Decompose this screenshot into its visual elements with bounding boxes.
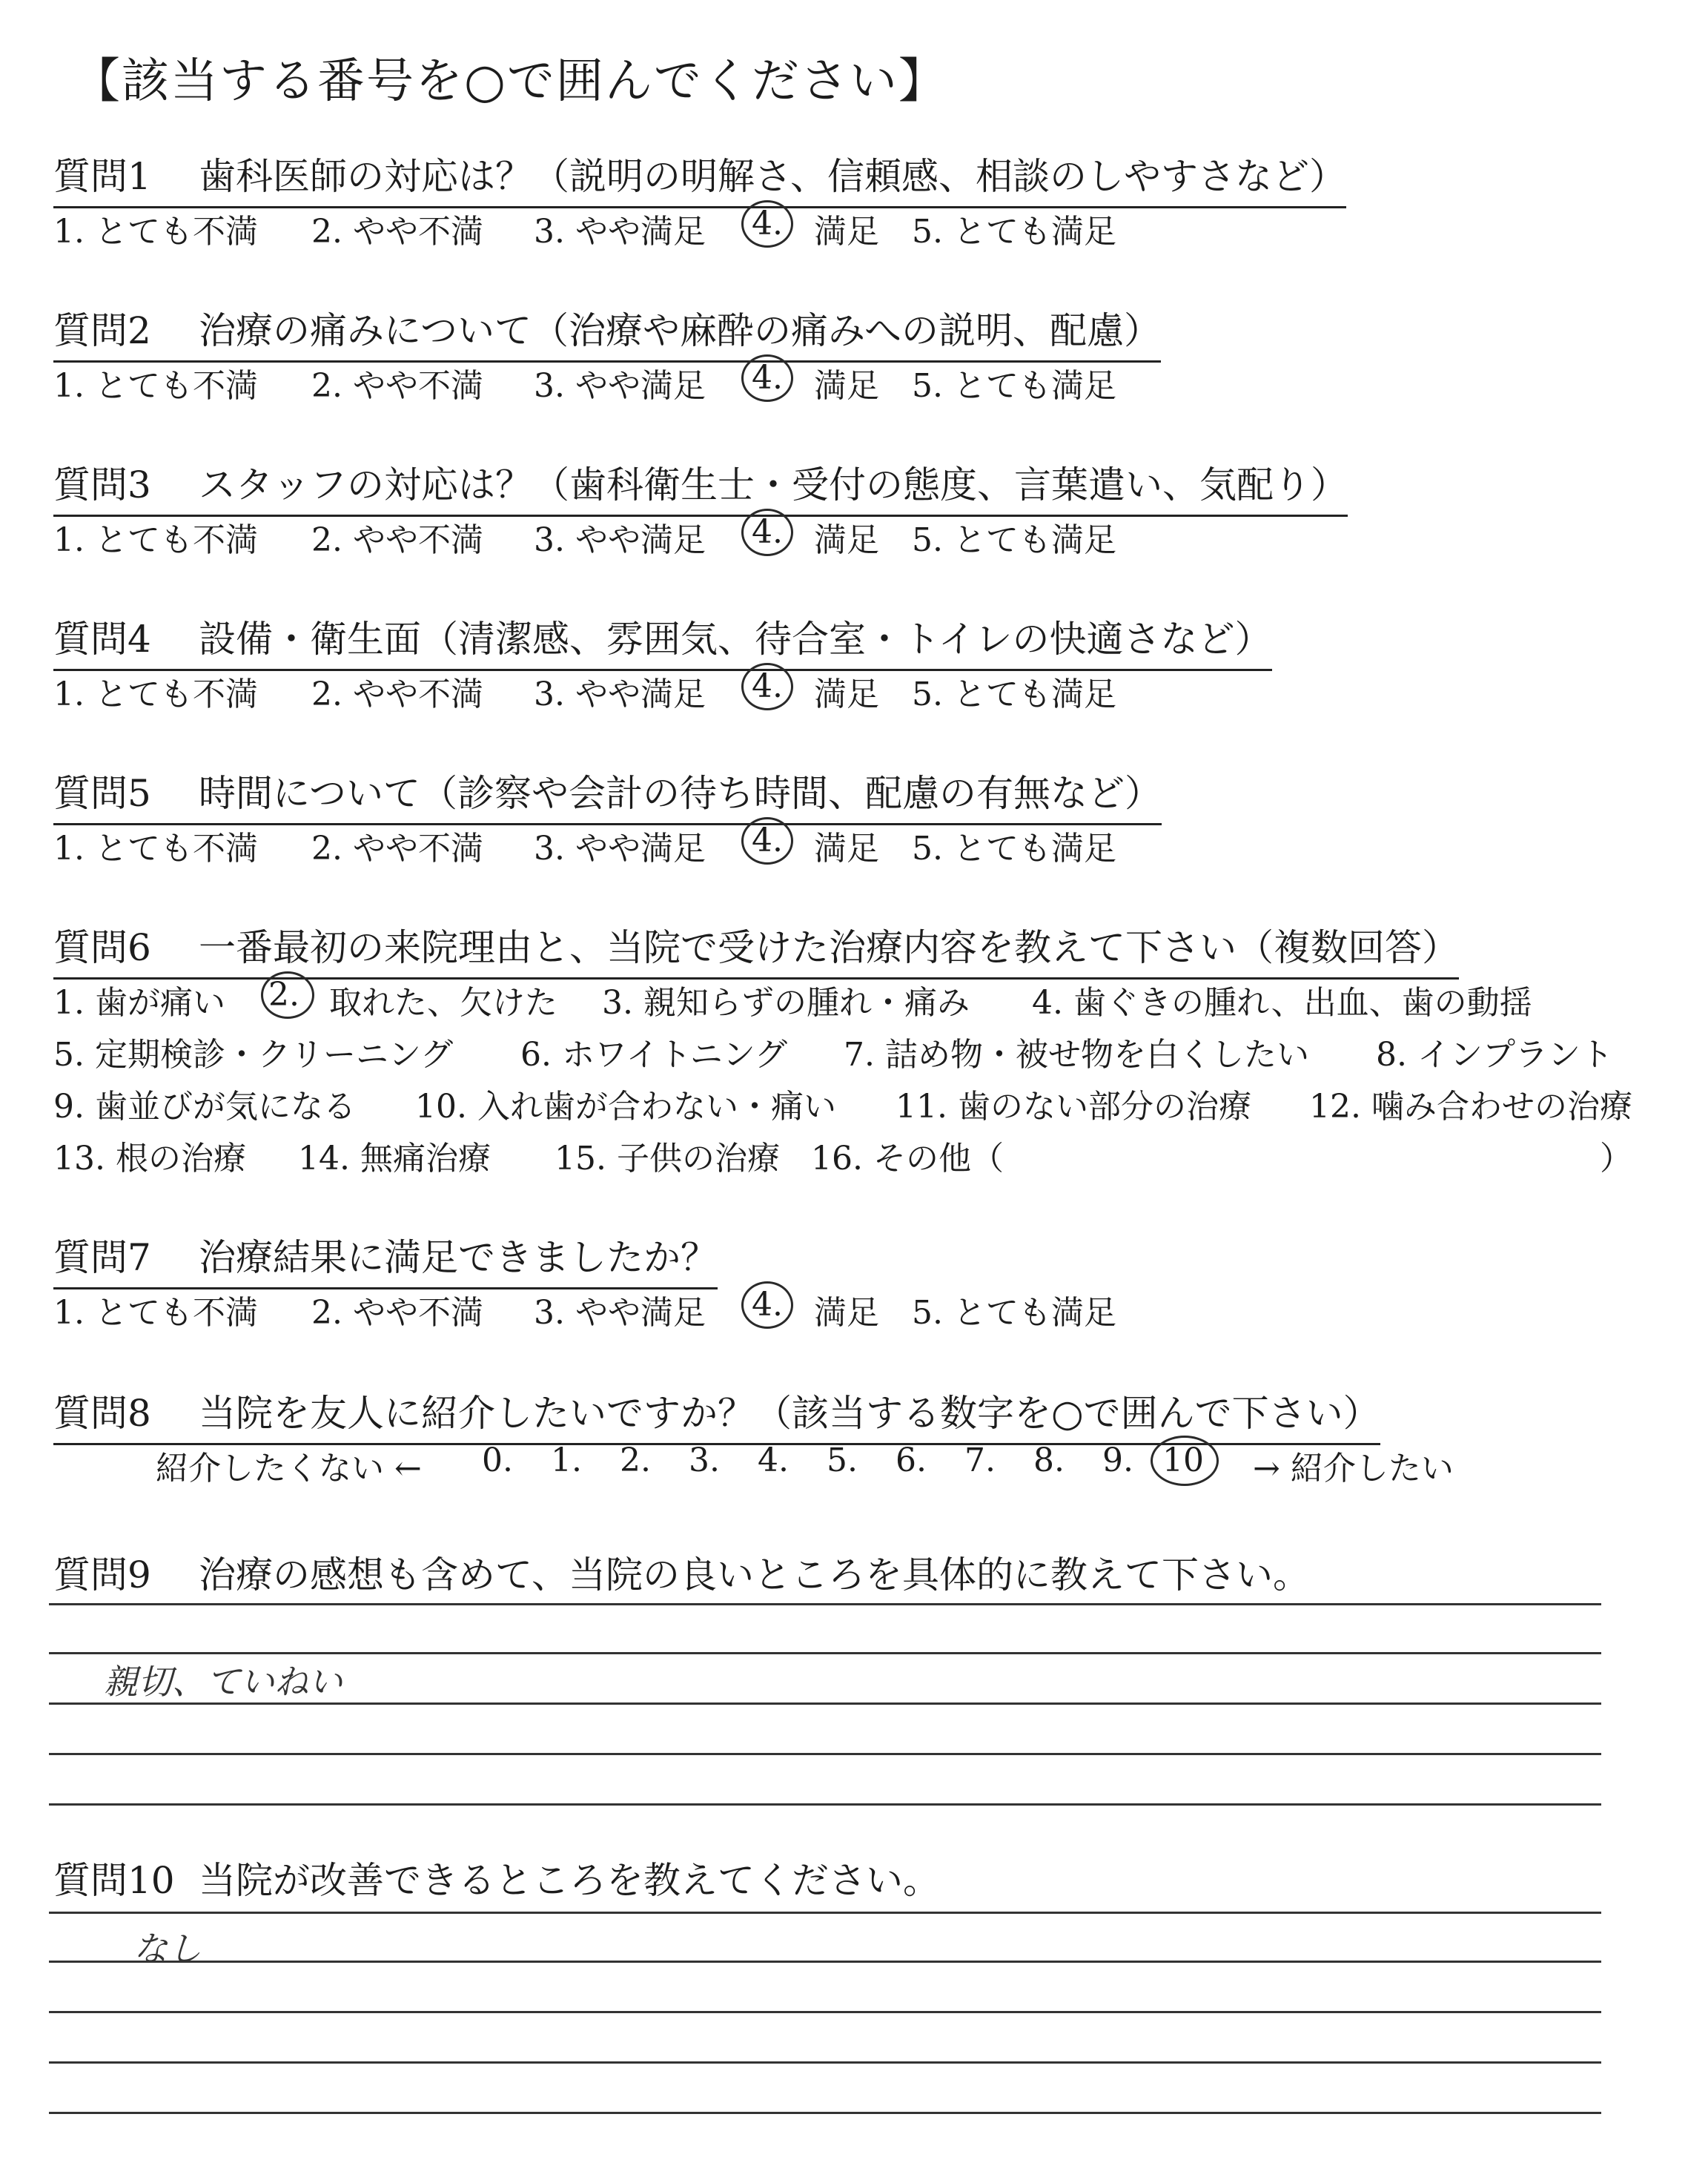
reason-option[interactable]: 7. 詰め物・被せ物を白くしたい <box>844 1036 1309 1074</box>
scale-point-3[interactable]: 3. <box>689 1441 720 1479</box>
option-4[interactable]: 4. <box>752 513 783 551</box>
option-5[interactable]: 5. とても満足 <box>912 521 1116 559</box>
page-heading: 【該当する番号を○で囲んでください】 <box>73 54 947 109</box>
question-heading <box>53 764 1162 825</box>
reason-option[interactable]: 4. 歯ぐきの腫れ、出血、歯の動揺 <box>1032 984 1532 1022</box>
question-text: 治療の感想も含めて、当院の良いところを具体的に教えて下さい。 <box>199 1553 1310 1596</box>
answer-line <box>49 1803 1601 1806</box>
question-number: 質問1 <box>53 155 151 198</box>
question-number: 質問2 <box>53 309 151 352</box>
option-1[interactable]: 1. とても不満 <box>53 830 258 868</box>
option-2[interactable]: 2. やや不満 <box>311 367 483 405</box>
option-4[interactable]: 4. <box>752 205 783 242</box>
scale-right-label: → 紹介したい <box>1253 1450 1454 1487</box>
reason-option[interactable]: 14. 無痛治療 <box>298 1140 491 1178</box>
handwritten-answer[interactable]: 親切、ていねい <box>104 1662 342 1702</box>
scale-point-2[interactable]: 2. <box>620 1441 651 1479</box>
option-4-label: 満足 <box>814 1294 879 1332</box>
question-text: 治療の痛みについて（治療や麻酔の痛みへの説明、配慮） <box>199 309 1161 352</box>
question-text: 歯科医師の対応は？（説明の明解さ、信頼感、相談のしやすさなど） <box>199 155 1346 198</box>
reason-option[interactable]: 3. 親知らずの腫れ・痛み <box>602 984 970 1022</box>
scale-point-5[interactable]: 5. <box>827 1441 858 1479</box>
option-2[interactable]: 2. やや不満 <box>311 521 483 559</box>
option-4[interactable]: 4. <box>752 667 783 705</box>
answer-line <box>49 1753 1601 1755</box>
option-3[interactable]: 3. やや満足 <box>534 213 706 251</box>
scale-point-6[interactable]: 6. <box>896 1441 927 1479</box>
scale-left-label: 紹介したくない ← <box>156 1450 422 1487</box>
reason-option[interactable]: 8. インプラント <box>1376 1036 1613 1074</box>
option-5[interactable]: 5. とても満足 <box>912 1294 1116 1332</box>
reason-option[interactable]: 10. 入れ歯が合わない・痛い <box>415 1088 836 1126</box>
question-text: スタッフの対応は？（歯科衛生士・受付の態度、言葉遣い、気配り） <box>199 463 1348 506</box>
option-4[interactable]: 4. <box>752 1286 783 1324</box>
scale-point-0[interactable]: 0. <box>482 1441 513 1479</box>
scale-point-8[interactable]: 8. <box>1033 1441 1065 1479</box>
option-4[interactable]: 4. <box>752 822 783 859</box>
option-3[interactable]: 3. やや満足 <box>534 1294 706 1332</box>
reason-option-other[interactable]: 16. その他（ <box>811 1140 1004 1178</box>
reason-option[interactable]: 15. 子供の治療 <box>555 1140 780 1178</box>
option-3[interactable]: 3. やや満足 <box>534 830 706 868</box>
question-number: 質問10 <box>53 1859 175 1902</box>
question-text: 時間について（診察や会計の待ち時間、配慮の有無など） <box>199 772 1162 815</box>
option-1[interactable]: 1. とても不満 <box>53 367 258 405</box>
option-2[interactable]: 2. やや不満 <box>311 830 483 868</box>
scale-point-7[interactable]: 7. <box>964 1441 996 1479</box>
option-4-label: 満足 <box>814 213 879 251</box>
reason-option[interactable]: 11. 歯のない部分の治療 <box>896 1088 1251 1126</box>
question-text: 一番最初の来院理由と、当院で受けた治療内容を教えて下さい（複数回答） <box>199 926 1459 969</box>
option-2[interactable]: 2. やや不満 <box>311 676 483 713</box>
reason-option[interactable]: 5. 定期検診・クリーニング <box>53 1036 454 1074</box>
option-1[interactable]: 1. とても不満 <box>53 521 258 559</box>
question-heading <box>53 147 1346 208</box>
answer-line <box>49 1912 1601 1914</box>
option-4-label: 満足 <box>814 830 879 868</box>
reason-option[interactable]: 13. 根の治療 <box>53 1140 246 1178</box>
option-4[interactable]: 4. <box>752 359 783 397</box>
answer-line <box>49 2011 1601 2013</box>
reason-option-label: 取れた、欠けた <box>329 984 557 1022</box>
question-heading <box>53 1545 1310 1605</box>
option-5[interactable]: 5. とても満足 <box>912 367 1116 405</box>
scale-point-10[interactable]: 10 <box>1162 1441 1204 1479</box>
question-heading <box>53 455 1348 517</box>
option-5[interactable]: 5. とても満足 <box>912 213 1116 251</box>
option-5[interactable]: 5. とても満足 <box>912 676 1116 713</box>
option-1[interactable]: 1. とても不満 <box>53 676 258 713</box>
answer-line <box>49 1652 1601 1654</box>
question-text: 当院を友人に紹介したいですか？（該当する数字を○で囲んで下さい） <box>199 1392 1380 1435</box>
option-3[interactable]: 3. やや満足 <box>534 521 706 559</box>
question-number: 質問7 <box>53 1236 151 1279</box>
option-3[interactable]: 3. やや満足 <box>534 367 706 405</box>
question-number: 質問3 <box>53 463 151 506</box>
option-4-label: 満足 <box>814 367 879 405</box>
reason-option[interactable]: 9. 歯並びが気になる <box>53 1088 356 1126</box>
question-heading <box>53 610 1272 671</box>
reason-option[interactable]: 1. 歯が痛い <box>53 984 225 1022</box>
question-text: 当院が改善できるところを教えてください。 <box>199 1859 940 1902</box>
option-1[interactable]: 1. とても不満 <box>53 213 258 251</box>
question-heading <box>53 918 1459 980</box>
reason-option[interactable]: 12. 噛み合わせの治療 <box>1309 1088 1632 1126</box>
question-number: 質問9 <box>53 1553 151 1596</box>
question-text: 設備・衛生面（清潔感、雰囲気、待合室・トイレの快適さなど） <box>199 618 1272 661</box>
other-close-paren: ） <box>1600 1140 1632 1178</box>
reason-option[interactable]: 6. ホワイトニング <box>520 1036 788 1074</box>
option-2[interactable]: 2. やや不満 <box>311 213 483 251</box>
scale-point-9[interactable]: 9. <box>1102 1441 1133 1479</box>
option-3[interactable]: 3. やや満足 <box>534 676 706 713</box>
option-5[interactable]: 5. とても満足 <box>912 830 1116 868</box>
answer-line <box>49 2061 1601 2064</box>
question-number: 質問8 <box>53 1392 151 1435</box>
question-text: 治療結果に満足できましたか？ <box>199 1236 718 1279</box>
question-number: 質問5 <box>53 772 151 815</box>
question-heading <box>53 1851 940 1910</box>
answer-line <box>49 1961 1601 1963</box>
reason-option[interactable]: 2. <box>268 976 299 1014</box>
answer-line <box>49 2112 1601 2114</box>
question-heading <box>53 1384 1380 1445</box>
scale-point-4[interactable]: 4. <box>758 1441 789 1479</box>
question-heading <box>53 301 1161 363</box>
scale-point-1[interactable]: 1. <box>551 1441 582 1479</box>
question-number: 質問6 <box>53 926 151 969</box>
handwritten-answer[interactable]: なし <box>133 1929 202 1969</box>
option-2[interactable]: 2. やや不満 <box>311 1294 483 1332</box>
question-number: 質問4 <box>53 618 151 661</box>
option-4-label: 満足 <box>814 676 879 713</box>
question-heading <box>53 1228 718 1289</box>
option-1[interactable]: 1. とても不満 <box>53 1294 258 1332</box>
option-4-label: 満足 <box>814 521 879 559</box>
answer-line <box>49 1603 1601 1605</box>
